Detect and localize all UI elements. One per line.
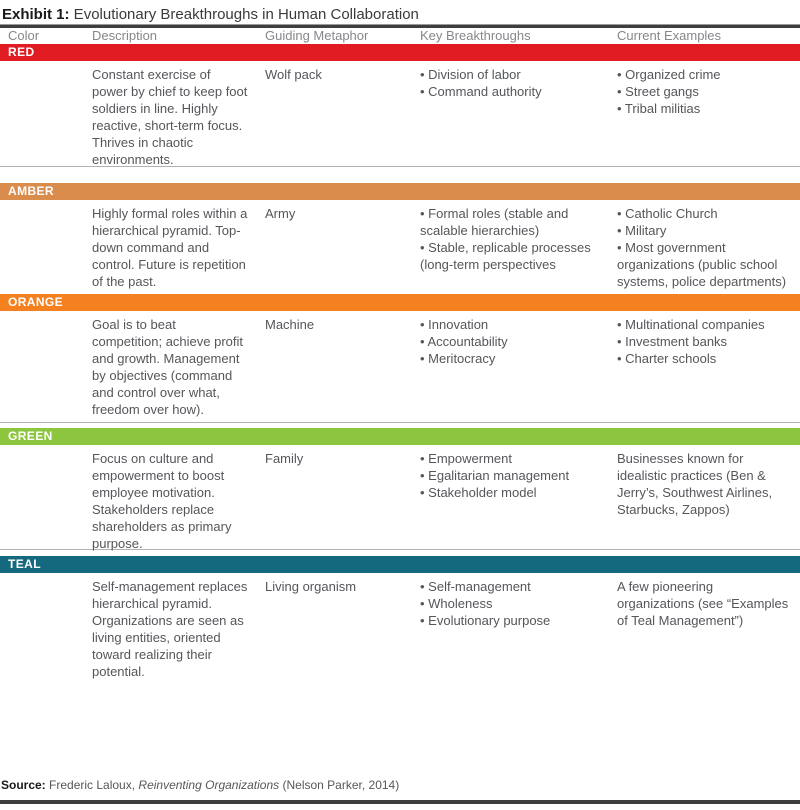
cell-breakthroughs	[420, 66, 617, 166]
header-description: Description	[92, 28, 158, 43]
cell-color	[0, 66, 92, 166]
table-header	[0, 28, 800, 44]
color-band-amber	[0, 183, 800, 200]
list-item: • Evolutionary purpose	[420, 613, 551, 628]
source-post: (Nelson Parker, 2014)	[279, 778, 400, 792]
header-color: Color	[8, 28, 40, 43]
list-item: • Command authority	[420, 84, 542, 99]
cell-metaphor: Living organism	[265, 579, 357, 594]
cell-metaphor: Family	[265, 451, 304, 466]
cell-metaphor: Army	[265, 206, 296, 221]
list-item: • Egalitarian management	[420, 468, 570, 483]
source-note	[0, 778, 800, 794]
list-item: • Meritocracy	[420, 351, 496, 366]
list-item: • Stakeholder model	[420, 485, 537, 500]
cell-color	[0, 450, 92, 549]
title-prefix: Exhibit 1:	[2, 6, 70, 23]
cell-color	[0, 578, 92, 778]
band-label: RED	[8, 45, 35, 59]
row-section-amber	[0, 183, 800, 294]
list-item: Businesses known for idealistic practices (Ben & Jerry’s, Southwest Airlines, Starbucks, Zappos)	[617, 451, 773, 517]
band-label: GREEN	[8, 429, 53, 443]
color-band-orange	[0, 294, 800, 311]
row-section-teal	[0, 556, 800, 778]
header-guiding-metaphor: Guiding Metaphor	[265, 28, 369, 43]
list-item: • Wholeness	[420, 596, 493, 611]
row-section-green	[0, 428, 800, 556]
cell-color	[0, 205, 92, 294]
cell-examples	[617, 450, 800, 549]
spacer	[0, 167, 800, 183]
row-section-red	[0, 44, 800, 183]
source-label: Source:	[1, 778, 46, 792]
list-item: A few pioneering organizations (see “Examples of Teal Management”)	[617, 579, 789, 628]
cell-breakthroughs	[420, 316, 617, 422]
cell-examples	[617, 578, 800, 778]
bottom-rule	[0, 800, 800, 804]
cell-description: Focus on culture and empowerment to boost employee motivation. Stakeholders replace shareholders as primary purpose.	[92, 451, 232, 551]
page-title	[0, 0, 800, 24]
cell-color	[0, 316, 92, 422]
color-band-red	[0, 44, 800, 61]
list-item: • Empowerment	[420, 451, 512, 466]
cell-description: Highly formal roles within a hierarchical pyramid. Top-down command and control. Future is repetition of the past.	[92, 206, 248, 289]
source-pre: Frederic Laloux,	[45, 778, 139, 792]
row-section-orange	[0, 294, 800, 428]
list-item: • Investment banks	[617, 334, 728, 349]
cell-description: Goal is to beat competition; achieve profit and growth. Management by objectives (command and control over what, freedom over how).	[92, 317, 244, 417]
row-content	[0, 445, 800, 549]
cell-metaphor: Wolf pack	[265, 67, 322, 82]
row-content	[0, 311, 800, 422]
row-content	[0, 573, 800, 778]
list-item: • Tribal militias	[617, 101, 701, 116]
band-label: ORANGE	[8, 295, 64, 309]
cell-metaphor: Machine	[265, 317, 315, 332]
cell-description: Self-management replaces hierarchical pyramid. Organizations are seen as living entities, oriented toward realizing their potential.	[92, 579, 248, 679]
list-item: • Stable, replicable processes (long-term perspectives	[420, 240, 591, 272]
list-item: • Catholic Church	[617, 206, 718, 221]
list-item: • Self-management	[420, 579, 531, 594]
cell-examples	[617, 316, 800, 422]
list-item: • Street gangs	[617, 84, 699, 99]
source-book-title: Reinventing Organizations	[138, 778, 280, 792]
row-content	[0, 61, 800, 166]
band-label: AMBER	[8, 184, 54, 198]
cell-breakthroughs	[420, 578, 617, 778]
list-item: • Organized crime	[617, 67, 721, 82]
list-item: • Innovation	[420, 317, 489, 332]
color-band-teal	[0, 556, 800, 573]
header-current-examples: Current Examples	[617, 28, 722, 43]
cell-examples	[617, 66, 800, 166]
header-key-breakthroughs: Key Breakthroughs	[420, 28, 531, 43]
list-item: • Division of labor	[420, 67, 521, 82]
cell-description: Constant exercise of power by chief to keep foot soldiers in line. Highly reactive, short-term focus. Thrives in chaotic environments.	[92, 67, 248, 167]
row-content	[0, 200, 800, 294]
cell-breakthroughs	[420, 205, 617, 294]
title-text: Evolutionary Breakthroughs in Human Collaboration	[69, 6, 419, 23]
list-item: • Accountability	[420, 334, 508, 349]
color-band-green	[0, 428, 800, 445]
list-item: • Formal roles (stable and scalable hierarchies)	[420, 206, 569, 238]
list-item: • Charter schools	[617, 351, 717, 366]
list-item: • Multinational companies	[617, 317, 765, 332]
cell-examples	[617, 205, 800, 294]
list-item: • Most government organizations (public school systems, police departments)	[617, 240, 787, 289]
list-item: • Military	[617, 223, 667, 238]
band-label: TEAL	[8, 557, 41, 571]
cell-breakthroughs	[420, 450, 617, 549]
